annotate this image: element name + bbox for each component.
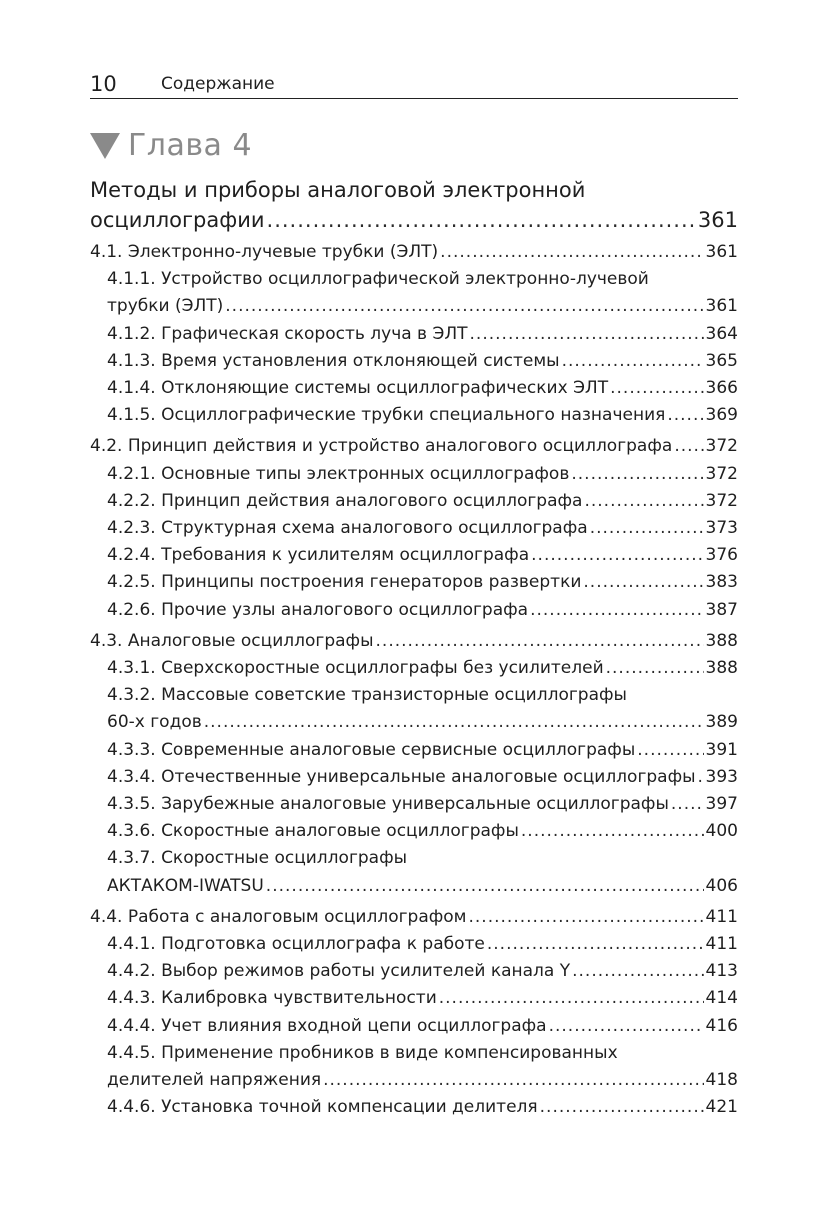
toc-entry-title: осциллографии — [90, 208, 265, 232]
chapter-heading — [90, 126, 252, 166]
leader-dots — [376, 628, 704, 655]
toc-subsection[interactable] — [90, 461, 738, 488]
leader-dots — [521, 818, 704, 845]
page-number: 10 — [90, 72, 117, 96]
leader-dots — [562, 348, 704, 375]
toc-entry-title: 4.4.2. Выбор режимов работы усилителей канала Y — [107, 961, 571, 982]
leader-dots — [571, 461, 703, 488]
leader-dots — [469, 904, 704, 931]
leader-dots — [531, 542, 703, 569]
toc-entry-title-line1: 4.3.7. Скоростные осциллографы — [107, 848, 408, 869]
toc-entry-title: 4.2.3. Структурная схема аналогового осциллографа — [107, 518, 588, 539]
leader-dots — [225, 293, 703, 320]
toc-page-number: 400 — [705, 821, 738, 842]
leader-dots — [323, 1067, 703, 1094]
table-of-contents — [90, 175, 738, 1122]
toc-entry-title: 4.1.5. Осциллографические трубки специального назначения — [107, 405, 666, 426]
toc-page-number: 391 — [705, 739, 738, 760]
toc-subsection[interactable] — [90, 375, 738, 402]
toc-subsection[interactable] — [90, 488, 738, 515]
toc-subsection[interactable] — [90, 985, 738, 1012]
toc-page-number: 361 — [697, 208, 738, 232]
toc-subsection[interactable] — [90, 1040, 738, 1094]
toc-subsection[interactable] — [90, 515, 738, 542]
toc-entry-title: 4.2.2. Принцип действия аналогового осциллографа — [107, 490, 583, 511]
toc-subsection[interactable] — [90, 737, 738, 764]
toc-entry-title: 4.3.5. Зарубежные аналоговые универсальные осциллографы — [107, 794, 669, 815]
toc-entry-title: 4.4.4. Учет влияния входной цепи осциллографа — [107, 1015, 547, 1036]
leader-dots — [698, 764, 704, 791]
leader-dots — [583, 569, 703, 596]
leader-dots — [540, 1094, 704, 1121]
leader-dots — [267, 205, 696, 235]
toc-chapter-title[interactable] — [90, 175, 738, 235]
toc-page-number: 361 — [705, 242, 738, 262]
toc-entry-title: делителей напряжения — [107, 1070, 322, 1091]
toc-page-number: 387 — [705, 599, 738, 620]
leader-dots — [549, 1013, 704, 1040]
toc-entry-title: 4.4.3. Калибровка чувствительности — [107, 988, 437, 1009]
toc-entry-title: 4.3.1. Сверхскоростные осциллографы без усилителей — [107, 658, 604, 679]
toc-entry-title: 4.3.4. Отечественные универсальные аналоговые осциллографы — [107, 766, 696, 787]
toc-subsection[interactable] — [90, 569, 738, 596]
toc-page-number: 397 — [705, 794, 738, 815]
toc-page-number: 389 — [705, 712, 738, 733]
toc-page-number: 421 — [705, 1097, 738, 1118]
toc-page-number: 413 — [705, 961, 738, 982]
toc-entry-title: 4.4.6. Установка точной компенсации делителя — [107, 1097, 538, 1118]
toc-section[interactable] — [90, 628, 738, 655]
toc-subsection[interactable] — [90, 764, 738, 791]
toc-page-number: 366 — [705, 378, 738, 399]
leader-dots — [610, 375, 703, 402]
toc-page-number: 416 — [705, 1015, 738, 1036]
toc-subsection[interactable] — [90, 348, 738, 375]
toc-entry-title: 4.1.2. Графическая скорость луча в ЭЛТ — [107, 323, 468, 344]
toc-page-number: 372 — [705, 463, 738, 484]
toc-entry-title: 4.1.4. Отклоняющие системы осциллографических ЭЛТ — [107, 378, 609, 399]
toc-page-number: 414 — [705, 988, 738, 1009]
toc-subsection[interactable] — [90, 266, 738, 320]
toc-page-number: 388 — [705, 658, 738, 679]
toc-page-number: 373 — [705, 518, 738, 539]
toc-subsection[interactable] — [90, 845, 738, 899]
toc-entry-title: 4.2.5. Принципы построения генераторов развертки — [107, 572, 582, 593]
toc-entry-title: 4.3.3. Современные аналоговые сервисные осциллографы — [107, 739, 636, 760]
toc-entry-title-line1: 4.1.1. Устройство осциллографической электронно-лучевой — [107, 269, 649, 290]
toc-entry-title: 4.1.3. Время установления отклоняющей системы — [107, 350, 560, 371]
leader-dots — [674, 433, 703, 460]
toc-entry-title: 60-х годов — [107, 712, 202, 733]
leader-dots — [440, 239, 703, 266]
toc-page-number: 369 — [705, 405, 738, 426]
toc-section[interactable] — [90, 904, 738, 931]
toc-entry-title: трубки (ЭЛТ) — [107, 296, 224, 317]
toc-page-number: 364 — [705, 323, 738, 344]
toc-entry-title: 4.4.1. Подготовка осциллографа к работе — [107, 934, 485, 955]
toc-subsection[interactable] — [90, 682, 738, 736]
leader-dots — [637, 737, 703, 764]
toc-page-number: 372 — [705, 490, 738, 511]
running-header — [90, 72, 738, 99]
leader-dots — [266, 873, 704, 900]
triangle-down-icon — [90, 133, 120, 159]
toc-page-number: 411 — [705, 906, 738, 927]
toc-page-number: 372 — [705, 436, 738, 457]
toc-page-number: 406 — [705, 875, 738, 896]
leader-dots — [439, 985, 704, 1012]
leader-dots — [671, 791, 704, 818]
toc-page-number: 361 — [705, 296, 738, 317]
leader-dots — [470, 321, 704, 348]
toc-page-number: 376 — [705, 545, 738, 566]
toc-page-number: 393 — [705, 766, 738, 787]
chapter-title: Глава 4 — [128, 128, 253, 163]
leader-dots — [530, 597, 703, 624]
toc-entry-title: АКТАКОМ-IWATSU — [107, 875, 264, 896]
toc-page-number: 388 — [705, 630, 738, 651]
leader-dots — [606, 655, 704, 682]
toc-page-number: 411 — [705, 934, 738, 955]
toc-subsection[interactable] — [90, 958, 738, 985]
leader-dots — [667, 402, 703, 429]
toc-entry-title: 4.2. Принцип действия и устройство аналогового осциллографа — [90, 436, 673, 457]
leader-dots — [572, 958, 703, 985]
toc-entry-title-line1: Методы и приборы аналоговой электронной — [90, 178, 586, 202]
toc-page-number: 365 — [705, 350, 738, 371]
toc-subsection[interactable] — [90, 321, 738, 348]
toc-subsection[interactable] — [90, 931, 738, 958]
leader-dots — [204, 709, 704, 736]
toc-entry-title-line1: 4.4.5. Применение пробников в виде компенсированных — [107, 1042, 618, 1063]
toc-subsection[interactable] — [90, 1013, 738, 1040]
toc-entry-title: 4.3. Аналоговые осциллографы — [90, 630, 374, 651]
toc-subsection[interactable] — [90, 655, 738, 682]
toc-entry-title: 4.3.6. Скоростные аналоговые осциллографы — [107, 821, 519, 842]
toc-subsection[interactable] — [90, 402, 738, 429]
toc-subsection[interactable] — [90, 791, 738, 818]
toc-entry-title-line1: 4.3.2. Массовые советские транзисторные осциллографы — [107, 685, 627, 706]
toc-entry-title: 4.2.1. Основные типы электронных осциллографов — [107, 463, 570, 484]
toc-entry-title: 4.2.6. Прочие узлы аналогового осциллографа — [107, 599, 529, 620]
toc-section[interactable] — [90, 433, 738, 460]
toc-entry-title: 4.4. Работа с аналоговым осциллографом — [90, 906, 467, 927]
toc-entry-title: 4.2.4. Требования к усилителям осциллографа — [107, 545, 530, 566]
toc-section[interactable] — [90, 239, 738, 266]
toc-subsection[interactable] — [90, 542, 738, 569]
leader-dots — [590, 515, 704, 542]
toc-page-number: 418 — [705, 1070, 738, 1091]
leader-dots — [584, 488, 703, 515]
toc-subsection[interactable] — [90, 597, 738, 624]
leader-dots — [487, 931, 704, 958]
running-title: Содержание — [161, 74, 275, 94]
toc-entry-title: 4.1. Электронно-лучевые трубки (ЭЛТ) — [90, 242, 439, 262]
toc-subsection[interactable] — [90, 818, 738, 845]
toc-subsection[interactable] — [90, 1094, 738, 1121]
toc-page-number: 383 — [705, 572, 738, 593]
